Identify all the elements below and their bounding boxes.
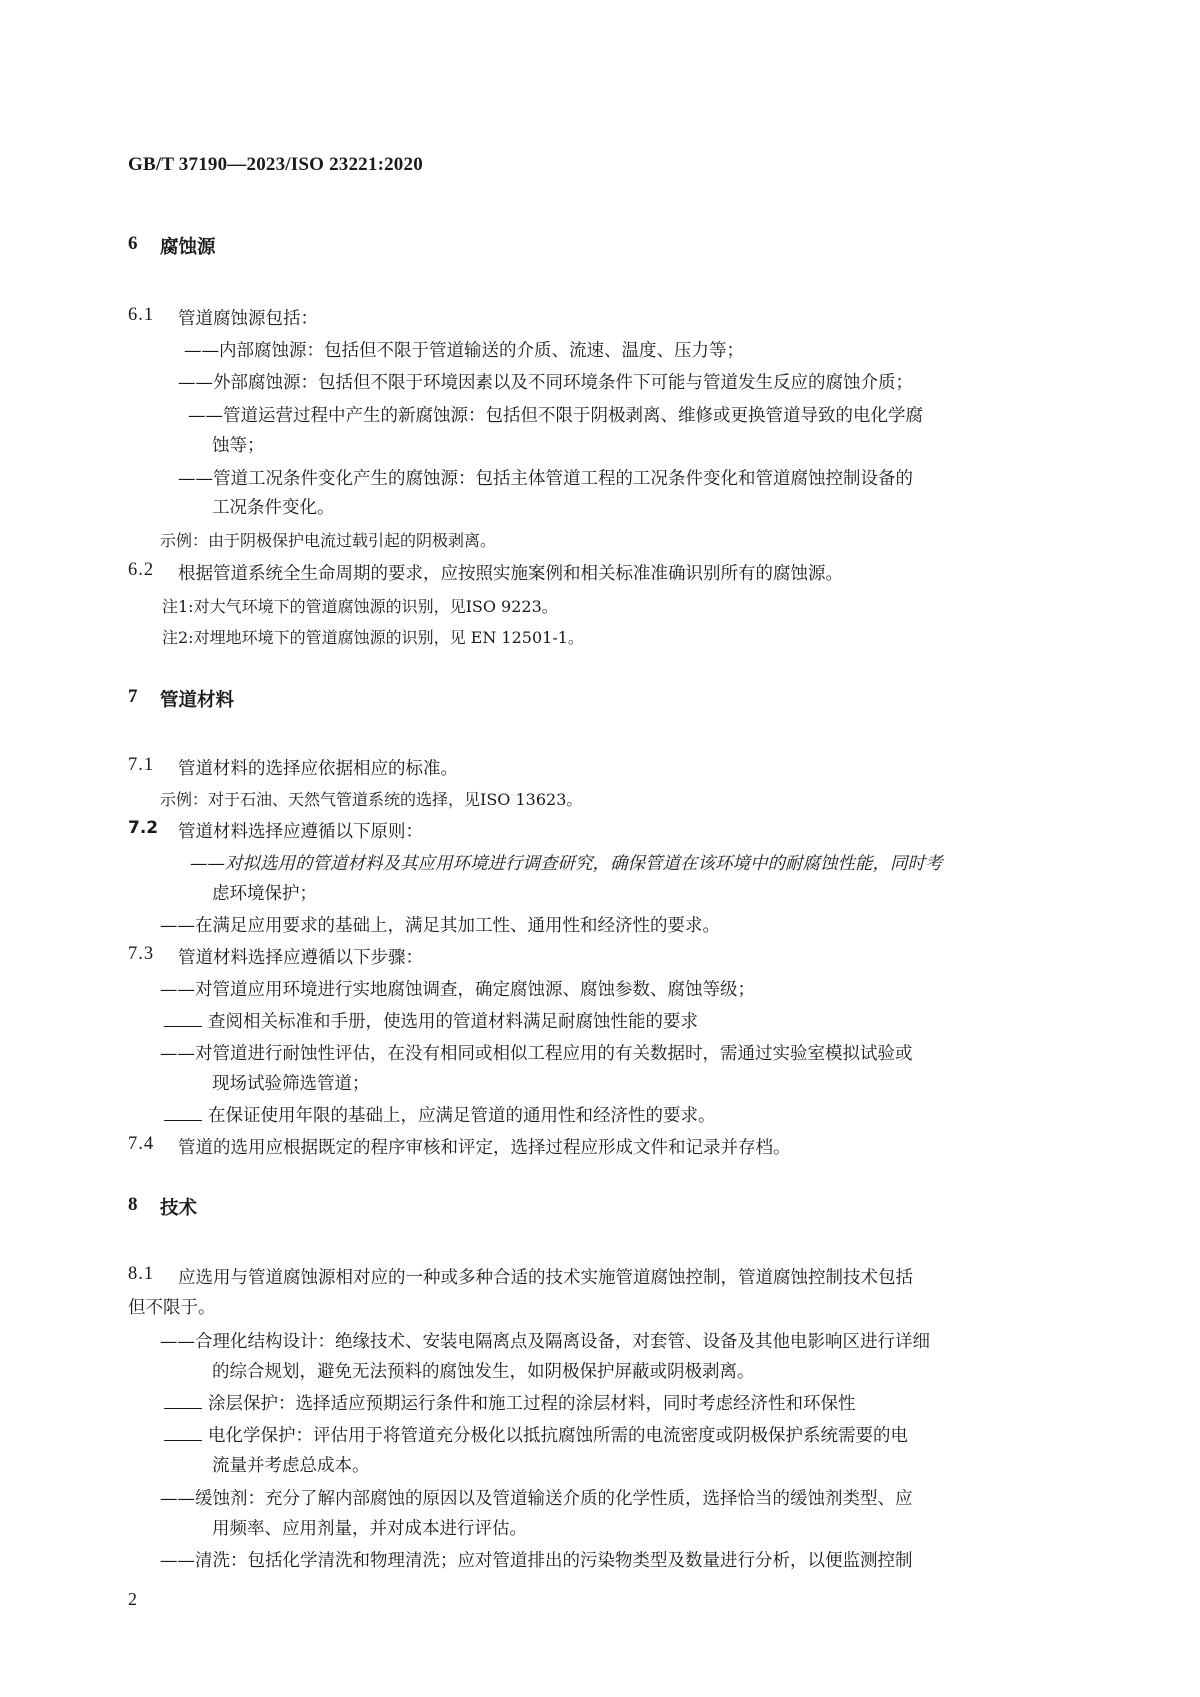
- blank-underline: [164, 1394, 202, 1409]
- list-item-internal-source: ——内部腐蚀源：包括但不限于管道输送的介质、流速、温度、压力等；: [184, 341, 744, 361]
- list-item-structure-design-line2: 的综合规划，避免无法预料的腐蚀发生，如阴极保护屏蔽或阴极剥离。: [212, 1362, 755, 1382]
- clause-8-1-number: 8.1: [128, 1264, 155, 1284]
- list-item-principle-1-line2: 虑环境保护；: [212, 884, 317, 904]
- example-text: 对于石油、天然气管道系统的选择，见ISO 13623。: [208, 790, 583, 809]
- list-item-step-2-text: 查阅相关标准和手册，使选用的管道材料满足耐腐蚀性能的要求: [208, 1012, 698, 1032]
- clause-7-3-number: 7.3: [128, 944, 155, 964]
- list-item-step-4-text: 在保证使用年限的基础上，应满足管道的通用性和经济性的要求。: [208, 1106, 716, 1126]
- list-item-step-2: [164, 1008, 698, 1033]
- list-item-principle-1-line1: ——对拟选用的管道材料及其应用环境进行调查研究，确保管道在该环境中的耐腐蚀性能，同时考: [190, 854, 943, 874]
- list-item-inhibitor-line2: 用频率、应用剂量，并对成本进行评估。: [212, 1519, 527, 1539]
- example-6-1: [160, 528, 496, 551]
- list-item-coating: [164, 1390, 856, 1415]
- list-item-step-3-line1: ——对管道进行耐蚀性评估，在没有相同或相似工程应用的有关数据时，需通过实验室模拟试验或: [160, 1044, 913, 1064]
- page-number: 2: [128, 1589, 137, 1609]
- list-item-electrochemical-line1: [164, 1422, 908, 1447]
- list-item-new-source-line2: 蚀等；: [212, 436, 265, 456]
- clause-8-1-line2: 但不限于。: [128, 1298, 216, 1318]
- list-item-step-3-line2: 现场试验筛选管道；: [212, 1074, 370, 1094]
- clause-6-1-number: 6.1: [128, 305, 155, 325]
- clause-7-4-text: 管道的选用应根据既定的程序审核和评定，选择过程应形成文件和记录并存档。: [178, 1138, 791, 1158]
- section-7-title: 管道材料: [160, 690, 235, 711]
- list-item-principle-2: ——在满足应用要求的基础上，满足其加工性、通用性和经济性的要求。: [160, 916, 720, 936]
- section-8-title: 技术: [160, 1198, 198, 1219]
- list-item-step-1: ——对管道应用环境进行实地腐蚀调查，确定腐蚀源、腐蚀参数、腐蚀等级；: [160, 980, 755, 1000]
- list-item-structure-design-line1: ——合理化结构设计：绝缘技术、安装电隔离点及隔离设备，对套管、设备及其他电影响区进行详细: [160, 1332, 930, 1352]
- clause-7-1-number: 7.1: [128, 755, 155, 775]
- list-item-electrochemical-line2: 流量并考虑总成本。: [212, 1456, 370, 1476]
- clause-8-1-line1: 应选用与管道腐蚀源相对应的一种或多种合适的技术实施管道腐蚀控制，管道腐蚀控制技术包括: [178, 1268, 913, 1288]
- note-1: 注1:对大气环境下的管道腐蚀源的识别，见ISO 9223。: [162, 597, 558, 616]
- blank-underline: [164, 1426, 202, 1441]
- clause-7-2-text: 管道材料选择应遵循以下原则：: [178, 822, 423, 842]
- note-2: 注2:对埋地环境下的管道腐蚀源的识别，见 EN 12501-1。: [162, 628, 584, 647]
- list-item-step-4: [164, 1102, 716, 1127]
- section-6-number: 6: [128, 233, 138, 254]
- list-item-condition-source-line1: ——管道工况条件变化产生的腐蚀源：包括主体管道工程的工况条件变化和管道腐蚀控制设备的: [178, 469, 913, 489]
- section-8-number: 8: [128, 1194, 138, 1215]
- blank-underline: [164, 1106, 202, 1121]
- list-item-electrochemical-text: 电化学保护：评估用于将管道充分极化以抵抗腐蚀所需的电流密度或阴极保护系统需要的电: [208, 1426, 908, 1446]
- clause-7-4-number: 7.4: [128, 1134, 155, 1154]
- example-label: 示例：: [160, 790, 209, 809]
- list-item-condition-source-line2: 工况条件变化。: [212, 498, 335, 518]
- example-label: 示例：: [160, 531, 209, 550]
- list-item-external-source: ——外部腐蚀源：包括但不限于环境因素以及不同环境条件下可能与管道发生反应的腐蚀介质；: [178, 373, 913, 393]
- clause-7-1-text: 管道材料的选择应依据相应的标准。: [178, 759, 458, 779]
- clause-7-2-number: 7.2: [128, 818, 159, 838]
- list-item-cleaning: ——清洗：包括化学清洗和物理清洗；应对管道排出的污染物类型及数量进行分析，以便监测控制: [160, 1551, 913, 1571]
- clause-6-1-text: 管道腐蚀源包括：: [178, 309, 318, 329]
- clause-6-2-number: 6.2: [128, 560, 155, 580]
- example-text: 由于阴极保护电流过载引起的阴极剥离。: [208, 531, 497, 550]
- example-7-1: [160, 787, 582, 810]
- list-item-coating-text: 涂层保护：选择适应预期运行条件和施工过程的涂层材料，同时考虑经济性和环保性: [208, 1394, 856, 1414]
- list-item-new-source-line1: ——管道运营过程中产生的新腐蚀源：包括但不限于阴极剥离、维修或更换管道导致的电化学腐: [188, 406, 923, 426]
- section-7-number: 7: [128, 686, 138, 707]
- clause-6-2-text: 根据管道系统全生命周期的要求，应按照实施案例和相关标准准确识别所有的腐蚀源。: [178, 564, 843, 584]
- blank-underline: [164, 1012, 202, 1027]
- section-6-title: 腐蚀源: [160, 237, 216, 258]
- clause-7-3-text: 管道材料选择应遵循以下步骤：: [178, 948, 423, 968]
- list-item-inhibitor-line1: ——缓蚀剂：充分了解内部腐蚀的原因以及管道输送介质的化学性质，选择恰当的缓蚀剂类型、应: [160, 1489, 913, 1509]
- standard-code: GB/T 37190—2023/ISO 23221:2020: [128, 154, 423, 175]
